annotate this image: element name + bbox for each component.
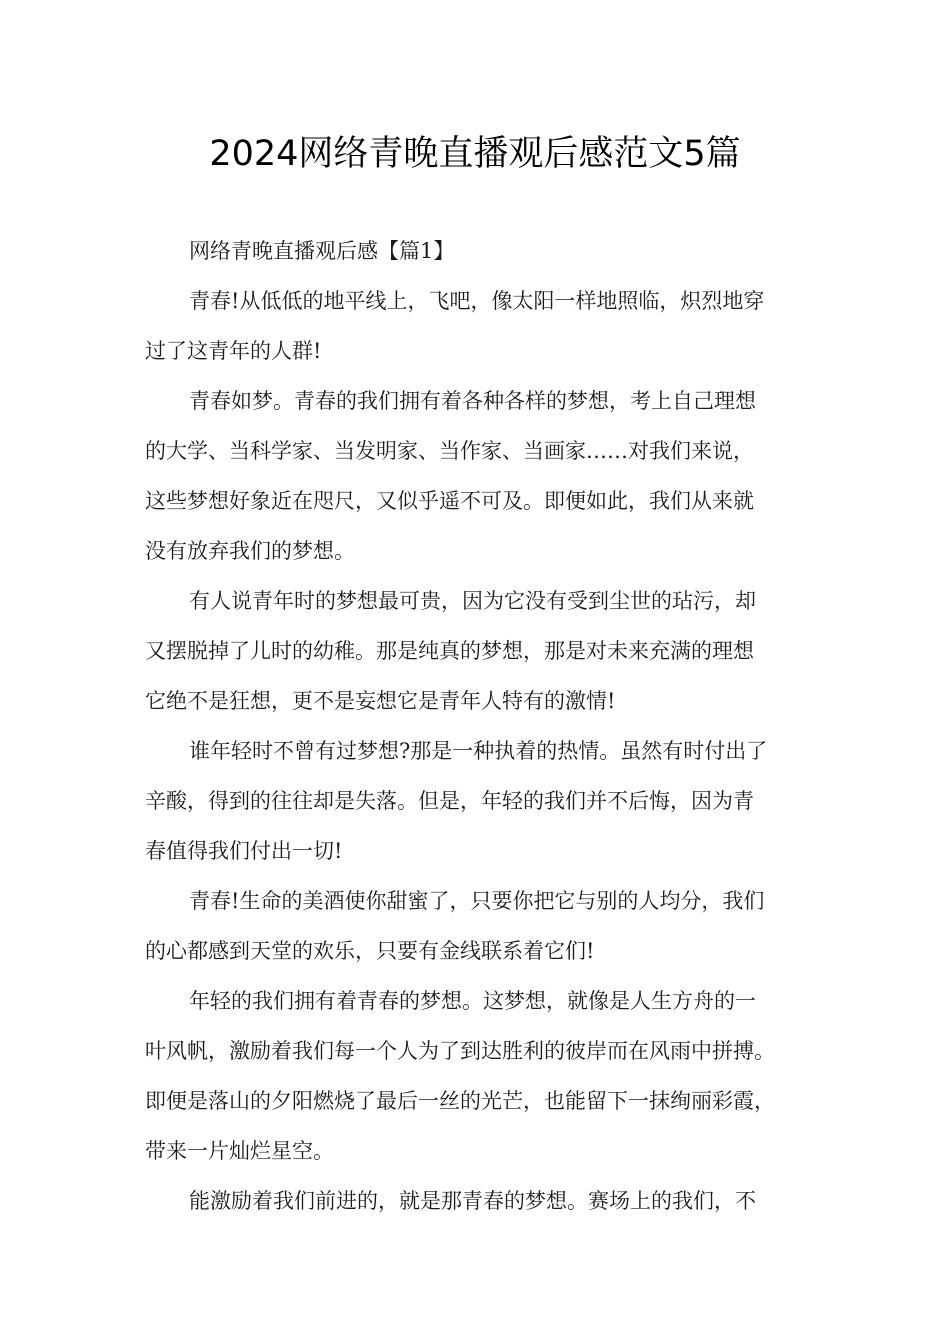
text-line: 青春!生命的美酒使你甜蜜了，只要你把它与别的人均分，我们 xyxy=(189,889,765,913)
text-line: 的大学、当科学家、当发明家、当作家、当画家……对我们来说， xyxy=(145,439,754,463)
text-line: 即便是落山的夕阳燃烧了最后一丝的光芒，也能留下一抹绚丽彩霞， xyxy=(145,1089,775,1113)
text-line: 辛酸，得到的往往却是失落。但是，年轻的我们并不后悔，因为青 xyxy=(145,789,754,813)
text-line: 带来一片灿烂星空。 xyxy=(145,1139,334,1163)
text-line: 又摆脱掉了儿时的幼稚。那是纯真的梦想，那是对未来充满的理想 xyxy=(145,639,754,663)
document-body xyxy=(145,226,810,1226)
text-line: 青春如梦。青春的我们拥有着各种各样的梦想，考上自己理想 xyxy=(189,389,756,413)
text-line: 的心都感到天堂的欢乐，只要有金线联系着它们! xyxy=(145,939,595,963)
text-line: 春值得我们付出一切! xyxy=(145,839,343,863)
text-line: 没有放弃我们的梦想。 xyxy=(145,539,355,563)
text-line: 有人说青年时的梦想最可贵，因为它没有受到尘世的玷污，却 xyxy=(189,589,756,613)
text-line: 过了这青年的人群! xyxy=(145,339,322,363)
text-line: 网络青晚直播观后感【篇1】 xyxy=(189,239,455,263)
text-line: 它绝不是狂想，更不是妄想它是青年人特有的激情! xyxy=(145,689,616,713)
text-line: 这些梦想好象近在咫尺，又似乎遥不可及。即便如此，我们从来就 xyxy=(145,489,754,513)
text-line: 谁年轻时不曾有过梦想?那是一种执着的热情。虽然有时付出了 xyxy=(189,739,768,763)
text-line: 青春!从低低的地平线上，飞吧，像太阳一样地照临，炽烈地穿 xyxy=(189,289,765,313)
text-line: 能激励着我们前进的，就是那青春的梦想。赛场上的我们，不 xyxy=(189,1189,756,1213)
text-line: 叶风帆，激励着我们每一个人为了到达胜利的彼岸而在风雨中拼搏。 xyxy=(145,1039,775,1063)
document-title: 2024网络青晚直播观后感范文5篇 xyxy=(209,134,741,174)
text-line: 年轻的我们拥有着青春的梦想。这梦想，就像是人生方舟的一 xyxy=(189,989,756,1013)
